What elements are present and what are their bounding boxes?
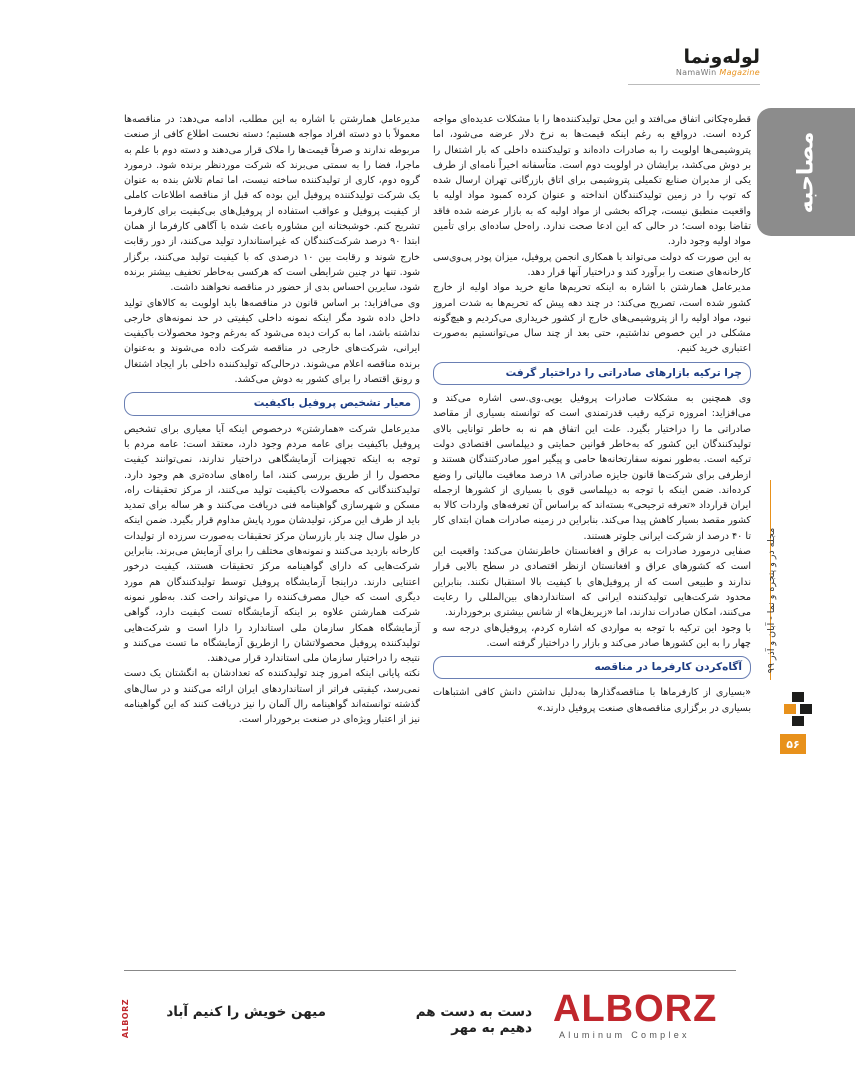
paragraph: به این صورت که دولت می‌تواند با همکاری انجمن پروفیل، میزان پودر پی‌وی‌سی کارخانه‌های صنعت را برآورد کند و دراختیار آنها قرار دهد.: [433, 251, 751, 278]
issue-meta-wrap: [752, 500, 792, 700]
masthead-divider: [628, 84, 760, 85]
article-column-left: [124, 112, 420, 728]
subheading: معیار تشخیص پروفیل باکیفیت: [124, 392, 420, 415]
alborz-logo: [553, 988, 733, 1046]
footer-slogan-right: دست به دست هم دهیم به مهر: [415, 1004, 532, 1036]
issue-meta: مجله در و پنجره و نما - آبان و آذر ۹۹: [766, 527, 778, 673]
paragraph: وی همچنین به مشکلات صادرات پروفیل یوپی.وی.سی اشاره می‌کند و می‌افزاید: امروزه ترکیه رقیب قدرتمندی است که توانسته بسیاری از مقاصد صادراتی ما را دراختیار بگیرد. علت این اتفاق هم نه به خاطر توانایی بالای تولیدکنندگان این کشور که به‌خاطر قوانین حمایتی و دیپلماسی اقتصادی دولت ترکیه است. به‌طور نمونه سفارتخانه‌ها حامی و پیگیر امور صادرکنندگان هستند و ازطرفی برای شرکت‌ها قانون جایزه صادراتی ۱۸ درصد معافیت مالیاتی را وضع کرده‌اند. ضمن اینکه با توجه به دیپلماسی قوی با بسیاری از کشورها ازجمله ایران قرارداد «تعرفه ترجیحی» بسته‌اند که براساس آن تعرفه‌های واردات کالا به کشور مقصد بسیار کاهش پیدا می‌کند. بنابراین در زمینه صادرات همان ابتدای کار تا ۴۰ درصد از شرکت ایرانی جلوتر هستند.: [433, 393, 751, 542]
alborz-tagline: Aluminum Complex: [559, 1030, 690, 1040]
paragraph: مدیرعامل همارشتن با اشاره به این مطلب، ادامه می‌دهد: در مناقصه‌ها معمولاً با دو دسته افراد مواجه هستیم؛ دسته نخست اطلاع کافی از صنعت مربوطه ندارند و صرفاً قیمت‌ها را ملاک قرار می‌دهند و دسته دوم با علم به ماجرا، فضا را به سمتی می‌برند که شرکت موردنظر برنده شود. درمورد گروه دوم، کاری از تولیدکننده ساخته نیست، اما تمام تلاش بنده به عنوان یک شرکت تولیدکننده پروفیل این بوده که قبل از مناقصه اطلاعات کاملی از کیفیت پروفیل و عواقب استفاده از پروفیل‌های بی‌کیفیت برای کارفرما تشریح کنم. خوشبختانه این مشاوره باعث شده با آگاهی کارفرما از همان ابتدا ۹۰ درصد شرکت‌کنندگان که غیراستاندارد تولید می‌کنند، از دور رقابت خارج شوند و رقابت بین ۱۰ درصدی که با کیفیت تولید می‌کنند، برگزار شود. تنها در چنین شرایطی است که هرکسی به‌خاطر تخفیف بیشتر برنده شود، سایرین احساس بدی از حضور در مناقصه نخواهند داشت.: [124, 114, 421, 294]
subheading: چرا ترکیه بازارهای صادراتی را دراختیار گرفت: [433, 362, 751, 385]
alborz-wordmark: ALBORZ: [553, 988, 718, 1030]
footer-divider: [124, 970, 736, 971]
page-number: ۵۶: [780, 734, 806, 754]
footer-side-brand-wrap: [118, 988, 134, 1048]
paragraph: صفایی درمورد صادرات به عراق و افغانستان خاطرنشان می‌کند: واقعیت این است که کشورهای عراق و افغانستان ازنظر اقتصادی در سطح بالایی قرار ندارند و طبیعی است که از پروفیل‌های با کیفیت بالا استقبال نکنند. بنابراین محدود شرکت‌هایی تولیدکننده ایرانی که استانداردهای بین‌المللی را رعایت می‌کنند، امکان صادرات ندارند، اما «زیربغل‌ها» از شانس بیشتری برخوردارند.: [433, 546, 751, 619]
subheading: آگاه‌کردن کارفرما در مناقصه: [433, 656, 751, 679]
magazine-mark-icon: [782, 690, 814, 728]
paragraph: با وجود این ترکیه با توجه به مواردی که اشاره کردم، پروفیل‌های درجه سه و چهار را به این کشورها صادر می‌کند و بازار را دراختیار گرفته است.: [433, 622, 751, 649]
magazine-subtitle-suffix: Magazine: [719, 68, 760, 77]
section-tab-label-wrap: [757, 108, 855, 236]
magazine-subtitle: [628, 68, 760, 77]
paragraph: وی می‌افزاید: بر اساس قانون در مناقصه‌ها باید اولویت به کالاهای تولید داخل داده شود مگر اینکه نمونه داخلی کیفیتی در حد نمونه‌های خارجی نداشته باشد، اما به کرات دیده می‌شود که به‌رغم وجود محصولات باکیفیت ایرانی، شرکت‌های خارجی در مناقصه شرکت داده می‌شوند و به‌عنوان برنده مناقصه اعلام می‌شوند. درحالی‌که تولیدکننده داخلی بار ایجاد اشتغال و رونق اقتصاد را برای کشور به دوش می‌کشد.: [124, 297, 420, 386]
pull-quote: «بسیاری از کارفرماها با مناقصه‌گذارها به‌دلیل نداشتن دانش کافی اشتباهات بسیاری در برگزاری مناقصه‌های صنعت پروفیل دارند.»: [433, 687, 751, 714]
section-tab-label: مصاحبه: [793, 131, 819, 213]
paragraph: نکته پایانی اینکه امروز چند تولیدکننده که تعدادشان به انگشتان یک دست نمی‌رسد، کیفیتی فراتر از استانداردهای ایران ارائه می‌کنند و در سال‌های گذشته توانسته‌اند گواهینامه رال آلمان را نیز دریافت کنند که این گواهینامه نیز از اعتبار ویژه‌ای در صنعت برخوردار است.: [124, 668, 420, 726]
footer-side-brand: ALBORZ: [121, 998, 131, 1038]
paragraph: مدیرعامل همارشتن با اشاره به اینکه تحریم‌ها مانع خرید مواد اولیه از خارج کشور شده است، تصریح می‌کند: در چند دهه پیش که تحریم‌ها به شدت امروز نبود، مواد اولیه را از پتروشیمی‌های خارج از کشور خریداری می‌کردیم و هیچ‌گونه مشکلی در این خصوص نداشتیم، حتی بعد از چند سال می‌توانستیم به‌صورت اعتباری خرید کنیم.: [433, 282, 751, 355]
magazine-masthead: [628, 46, 760, 80]
magazine-subtitle-prefix: NamaWin: [675, 68, 717, 77]
article-column-right: [433, 112, 751, 716]
paragraph: مدیرعامل شرکت «همارشتن» درخصوص اینکه آیا معیاری برای تشخیص پروفیل باکیفیت برای عامه مردم وجود دارد، معتقد است: عامه مردم با توجه به اینکه تجهیزات آزمایشگاهی دراختیار ندارند، نمی‌توانند کیفیت محصول را از طریق بررسی کنند، اما راه‌های ساده‌تری هم وجود دارد. تولیدکنندگانی که محصولات باکیفیت تولید می‌کنند، از مرکز تحقیقات راه، مسکن و شهرسازی گواهینامه فنی دریافت می‌کنند و هر ساله برای تمدید باید از طرف این مرکز، تولیدشان مورد پایش مداوم قرار بگیرد. ضمن اینکه در طول سال چند بار بازرسان مرکز تحقیقات به‌صورت سرزده از تولیدات کارخانه بازدید می‌کنند و نمونه‌های مختلف را برای آزمایش می‌برند. بنابراین شرکت‌هایی که دارای گواهینامه مرکز تحقیقات هستند، کیفیت درخور اعتنایی دارند. دراینجا آزمایشگاه پروفیل توسط تولیدکنندگان هم مورد دیگری است که خیال مصرف‌کننده را می‌تواند راحت کند. به‌طور نمونه شرکت همارشتن علاوه بر اینکه آزمایشگاه تست کیفیت دارد، گواهی آزمایشگاه همکار سازمان ملی استاندارد را دارا است و شرکت‌هایی تولیدکننده پروفیل محصولاتشان را ازطریق آزمایشگاه ما تست می‌کنند و نتیجه را دراختیار سازمان ملی استاندارد قرار می‌دهند.: [124, 423, 420, 665]
footer-slogan-left: میهن خویش را کنیم آباد: [166, 1004, 326, 1020]
paragraph: قطره‌چکانی اتفاق می‌افتد و این محل تولیدکننده‌ها را با مشکلات عدیده‌ای مواجه کرده است. درواقع به رغم اینکه قیمت‌ها به نرخ دلار عرضه می‌شود، اما پتروشیمی‌ها اولویت را به صادرات داده‌اند و تولیدکننده داخلی که بار اشتغال را بر دوش می‌کشد، برایشان در اولویت دوم است. متأسفانه اخیراً نامه‌ای از طرف یکی از مدیران صنایع تکمیلی پتروشیمی برای اتاق بازرگانی تهران ارسال شده که توپ را در زمین تولیدکنندگان انداخته و عنوان کرده کمبود مواد اولیه با واقعیت منطبق نیست، چراکه بخشی از مواد اولیه که به بازار عرضه شده فاقد تقاضا بوده است؛ در حالی که این ادعا صحت ندارد. راه‌حل ساده‌ای برای تأمین مواد اولیه وجود دارد.: [433, 114, 751, 248]
magazine-logo: لوله‌ونما: [683, 46, 760, 68]
